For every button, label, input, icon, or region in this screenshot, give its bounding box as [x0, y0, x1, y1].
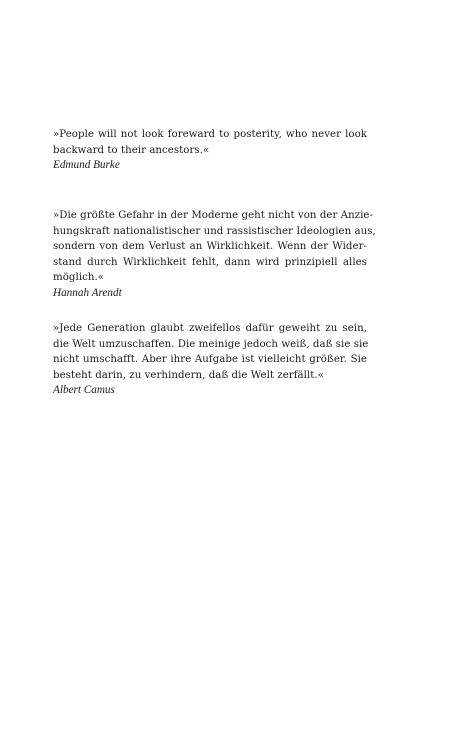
quote-line: nicht umschafft. Aber ihre Aufgabe ist vielleicht größer. Sie	[53, 354, 367, 366]
quote-line: hungskraft nationalistischer und rassistischer Ideologien aus,	[53, 225, 376, 237]
quote-line: sondern von dem Verlust an Wirklichkeit. Wenn der Wider-	[53, 241, 367, 253]
quote-line: stand durch Wirklichkeit fehlt, dann wird prinzipiell alles	[53, 256, 367, 268]
quote-burke	[53, 127, 367, 174]
quote-camus	[53, 321, 367, 399]
quote-line: besteht darin, zu verhindern, daß die Welt zerfällt.«	[53, 369, 325, 381]
quote-text	[53, 127, 367, 158]
quote-line: backward to their ancestors.«	[53, 144, 210, 156]
quote-line: möglich.«	[53, 272, 105, 284]
quote-author: Edmund Burke	[53, 159, 120, 172]
quote-line: die Welt umzuschaffen. Die meinige jedoch weiß, daß sie sie	[53, 338, 369, 350]
quote-text	[53, 321, 367, 383]
quote-line: »Jede Generation glaubt zweifellos dafür geweiht zu sein,	[53, 323, 367, 334]
quote-author: Hannah Arendt	[53, 286, 122, 299]
quote-arendt	[53, 208, 376, 302]
quote-line: »People will not look foreward to posterity, who never look	[53, 129, 367, 140]
quote-line: »Die größte Gefahr in der Moderne geht nicht von der Anzie-	[53, 210, 374, 221]
quote-text	[53, 208, 376, 286]
quote-author: Albert Camus	[53, 384, 115, 397]
